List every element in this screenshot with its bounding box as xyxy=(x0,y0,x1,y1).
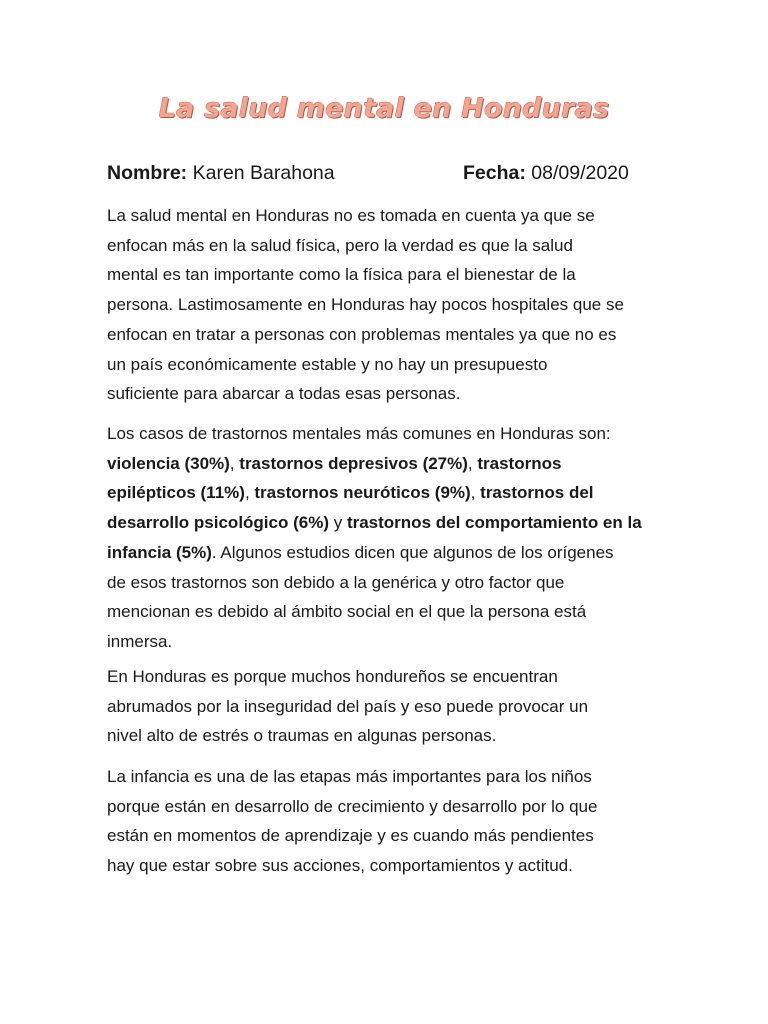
disorder-childhood-part2: infancia (5%) xyxy=(107,542,212,562)
paragraph-disorders xyxy=(107,419,667,657)
author-line xyxy=(107,160,335,186)
text-line: persona. Lastimosamente en Honduras hay pocos hospitales que se xyxy=(107,295,624,315)
paragraph-childhood xyxy=(107,762,667,881)
separator: , xyxy=(244,483,255,503)
disorder-childhood-part1: trastornos del comportamiento en la xyxy=(346,513,642,533)
disorder-neurotic: trastornos neuróticos (9%) xyxy=(254,483,471,503)
separator: y xyxy=(329,513,347,533)
paragraph-intro xyxy=(107,201,667,409)
text-line: Los casos de trastornos mentales más comunes en Honduras son: xyxy=(107,424,611,443)
date-line xyxy=(463,160,629,186)
name-value: Karen Barahona xyxy=(192,162,335,184)
paragraph-insecurity xyxy=(107,662,667,751)
separator: , xyxy=(229,453,240,473)
separator: , xyxy=(470,483,481,503)
text-line: están en momentos de aprendizaje y es cuando más pendientes xyxy=(107,826,594,846)
text-line: nivel alto de estrés o traumas en algunas personas. xyxy=(107,726,497,746)
text-line: un país económicamente estable y no hay un presupuesto xyxy=(107,354,548,374)
text-line: enfocan más en la salud física, pero la verdad es que la salud xyxy=(107,235,573,255)
disorder-psychological-part2: desarrollo psicológico (6%) xyxy=(107,513,329,533)
text-line: La infancia es una de las etapas más importantes para los niños xyxy=(107,767,592,786)
text-line: inmersa. xyxy=(107,631,173,651)
text-line: enfocan en tratar a personas con problemas mentales ya que no es xyxy=(107,324,617,344)
text-span: . Algunos estudios dicen que algunos de los orígenes xyxy=(211,542,614,562)
text-line xyxy=(107,449,667,479)
text-line: suficiente para abarcar a todas esas personas. xyxy=(107,384,461,404)
text-line: de esos trastornos son debido a la genérica y otro factor que xyxy=(107,572,565,592)
text-line xyxy=(107,478,667,508)
text-line xyxy=(107,538,667,568)
text-line xyxy=(107,508,667,538)
text-line: hay que estar sobre sus acciones, comportamientos y actitud. xyxy=(107,856,573,876)
text-line: abrumados por la inseguridad del país y eso puede provocar un xyxy=(107,696,589,716)
text-line: porque están en desarrollo de crecimiento y desarrollo por lo que xyxy=(107,796,598,816)
text-line: La salud mental en Honduras no es tomada en cuenta ya que se xyxy=(107,206,595,225)
disorder-depressive: trastornos depresivos (27%) xyxy=(239,453,468,473)
date-label: Fecha: xyxy=(463,162,526,184)
date-value: 08/09/2020 xyxy=(531,162,629,184)
disorder-violence: violencia (30%) xyxy=(107,453,230,473)
text-line: mental es tan importante como la física para el bienestar de la xyxy=(107,265,576,285)
disorder-epileptic-part2: epilépticos (11%) xyxy=(107,483,245,503)
text-line: En Honduras es porque muchos hondureños se encuentran xyxy=(107,667,558,686)
document-title: La salud mental en Honduras xyxy=(158,93,610,124)
separator: , xyxy=(467,453,478,473)
text-line: mencionan es debido al ámbito social en el que la persona está xyxy=(107,602,587,622)
name-label: Nombre: xyxy=(107,162,188,184)
disorder-psychological-part1: trastornos del xyxy=(480,483,594,503)
disorder-epileptic-part1: trastornos xyxy=(477,453,562,473)
